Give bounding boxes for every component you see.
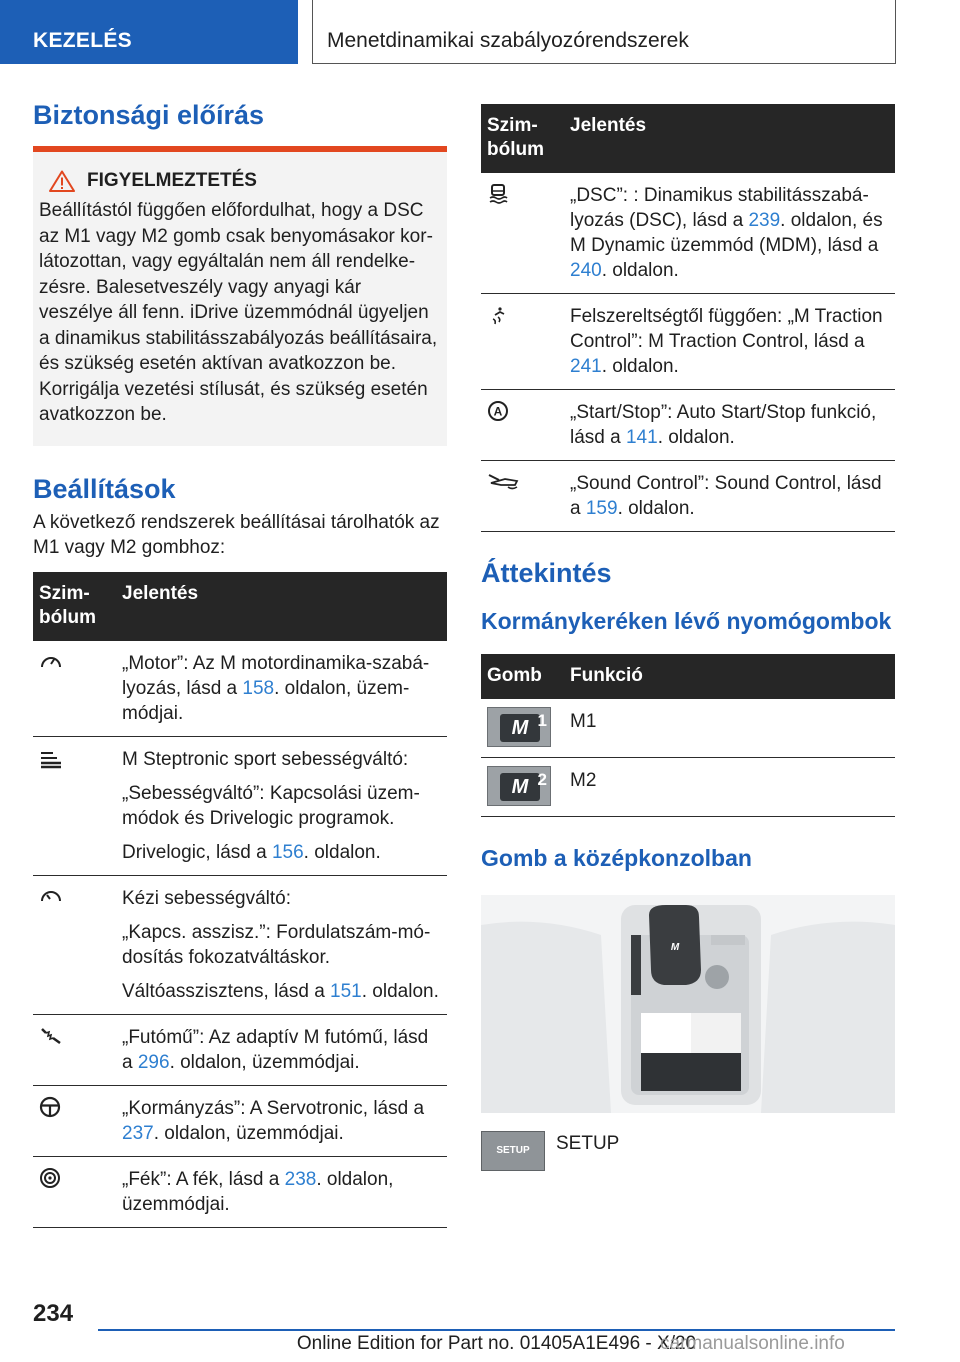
footer-edition: Online Edition for Part no. 01405A1E496 - X/20 — [296, 1333, 697, 1354]
traction-icon — [487, 304, 509, 326]
page-link[interactable]: 141 — [625, 427, 658, 448]
warning-triangle-icon — [49, 170, 75, 192]
center-console-illustration — [481, 895, 895, 1113]
setup-button-image: SETUP — [481, 1131, 545, 1171]
svg-text:M: M — [670, 942, 680, 953]
table-header — [481, 654, 895, 699]
page-link[interactable]: 156 — [271, 841, 304, 863]
table-header — [481, 104, 895, 173]
shift-gauge-icon — [39, 886, 63, 906]
table-row: Kézi sebességváltó: „Kapcs. asszisz.”: Fordulatszám-módosítás fokozatváltáskor. Váltóasszisztens, lásd a 151. oldalon. — [33, 875, 447, 1014]
setup-row — [481, 1131, 895, 1171]
right-column — [481, 104, 895, 1171]
m2-button-image: M 2 — [487, 766, 551, 806]
table-row — [481, 699, 895, 758]
table-header — [33, 572, 447, 641]
brake-disc-icon — [39, 1167, 61, 1189]
settings-intro: A következő rendszerek beállításai tárolhatók az M1 vagy M2 gombhoz: — [33, 511, 440, 558]
engine-gauge-icon — [39, 651, 63, 671]
page-link[interactable]: 241 — [570, 356, 602, 377]
m2-function: M2 — [564, 758, 895, 817]
page-link[interactable]: 239 — [748, 210, 781, 231]
steering-buttons-heading: Kormánykeréken lévő nyomógombok — [481, 608, 892, 634]
warning-title-text: FIGYELMEZTETÉS — [87, 170, 257, 191]
symbol-table-continued — [481, 104, 895, 532]
buttons-table — [481, 654, 895, 817]
table-row: „Motor”: Az M motordinamika-szabályozás, lásd a 158. oldalon, üzemmódjai. — [33, 641, 447, 737]
steering-wheel-icon — [39, 1096, 61, 1118]
console-button-heading: Gomb a középkonzolban — [481, 845, 752, 871]
page-link[interactable]: 237 — [122, 1122, 154, 1144]
page-link[interactable]: 158 — [242, 677, 275, 699]
footer-line — [98, 1329, 895, 1331]
table-row: „DSC”: : Dinamikus stabilitásszabályozás (DSC), lásd a 239. oldalon, és M Dynamic üzemmód (MDM), lásd a 240. oldalon. — [481, 173, 895, 294]
page-link[interactable]: 159 — [585, 498, 618, 519]
start-stop-icon — [487, 400, 509, 422]
m1-function: M1 — [564, 699, 895, 758]
section-tab: KEZELÉS — [0, 0, 298, 64]
col-function: Funkció — [564, 654, 895, 699]
col-symbol: Szimbólum — [481, 104, 564, 173]
col-meaning: Jelentés — [116, 572, 447, 641]
page-link[interactable]: 240 — [570, 260, 602, 281]
warning-text: Beállítástól függően előfordulhat, hogy a DSC az M1 vagy M2 gomb csak benyomásakor korlátozottan, vagy egyáltalán nem áll rendelkezésre. Balesetveszély vagy anyagi kár veszélye áll fenn. iDrive üzemmódnál ügyeljen a dinamikus stabilitásszabályozás beállításaira, és szükség esetén aktívan avatkozzon be. Korrigálja vezetési stílusát, és szükség esetén avatkozzon be. — [39, 200, 438, 425]
table-row: „Futómű”: Az adaptív M futómű, lásd a 296. oldalon, üzemmódjai. — [33, 1014, 447, 1085]
watermark: carmanualsonline.info — [660, 1333, 845, 1354]
table-row: „Sound Control”: Sound Control, lásd a 159. oldalon. — [481, 461, 895, 532]
table-row: Felszereltségtől függően: „M Traction Control”: M Traction Control, lásd a 241. oldalon. — [481, 294, 895, 390]
table-row: M Steptronic sport sebességváltó: „Sebességváltó”: Kapcsolási üzemmódok és Drivelogic programok. Drivelogic, lásd a 156. oldalon. — [33, 736, 447, 875]
warning-box — [33, 152, 447, 446]
table-row — [481, 758, 895, 817]
table-row: „Fék”: A fék, lásd a 238. oldalon, üzemmódjai. — [33, 1156, 447, 1227]
settings-heading: Beállítások — [33, 473, 176, 504]
warning-title — [49, 170, 439, 192]
safety-heading: Biztonsági előírás — [33, 100, 265, 130]
page-link[interactable]: 296 — [137, 1051, 170, 1073]
page-link[interactable]: 151 — [330, 980, 362, 1002]
left-column — [33, 98, 447, 1228]
table-row: A „Start/Stop”: Auto Start/Stop funkció, lásd a 141. oldalon. — [481, 390, 895, 461]
dsc-car-icon — [487, 183, 509, 205]
suspension-icon — [39, 1025, 63, 1045]
sound-control-icon — [487, 471, 521, 491]
gearbox-lines-icon — [39, 747, 63, 769]
settings-symbol-table — [33, 572, 447, 1228]
col-button: Gomb — [481, 654, 564, 699]
center-console-photo — [481, 895, 895, 1113]
page-header — [0, 0, 960, 64]
col-meaning: Jelentés — [564, 104, 895, 173]
svg-text:A: A — [493, 404, 503, 419]
col-symbol: Szimbólum — [33, 572, 116, 641]
overview-heading: Áttekintés — [481, 558, 612, 588]
page-number: 234 — [33, 1300, 74, 1327]
m1-button-image: M 1 — [487, 707, 551, 747]
page-link[interactable]: 238 — [284, 1168, 317, 1190]
table-row: „Kormányzás”: A Servotronic, lásd a 237. oldalon, üzemmódjai. — [33, 1085, 447, 1156]
chapter-title: Menetdinamikai szabályozórendszerek — [312, 0, 896, 64]
setup-label: SETUP — [556, 1133, 620, 1154]
